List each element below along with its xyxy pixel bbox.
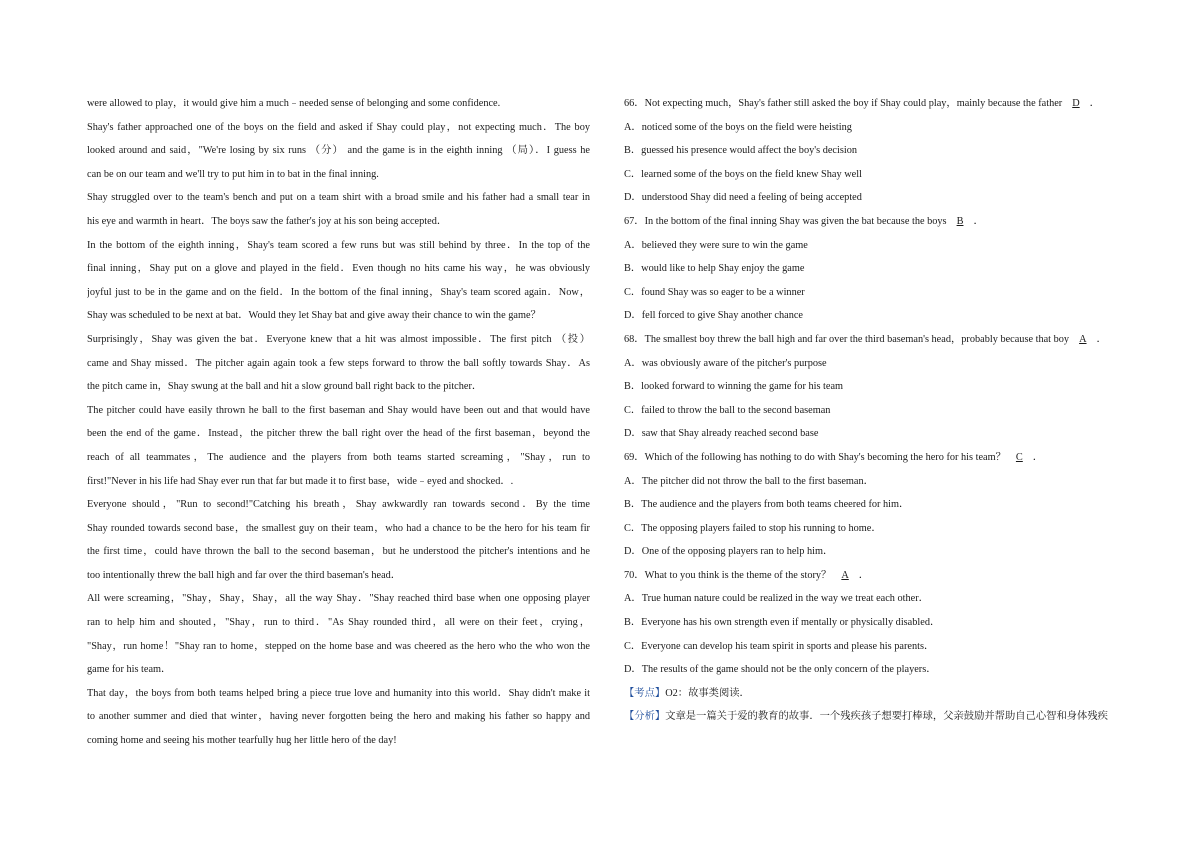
question-stem: [624, 328, 1130, 352]
passage-line: Shay was scheduled to be next at bat．Would they let Shay bat and give away their chance to win the game？: [87, 310, 541, 322]
answer-blank: D: [1072, 98, 1080, 109]
answer-option: D．The results of the game should not be the only concern of the players．: [624, 664, 937, 676]
questions-column: [624, 92, 1130, 729]
passage-line: can be on our team and we'll try to put him in to bat in the final inning.: [87, 168, 379, 180]
question-stem: [624, 564, 1130, 588]
passage-line: final inning，Shay put on a glove and played in the field．Even though no hits came his way，he was obviously: [87, 263, 590, 275]
answer-option: C．failed to throw the ball to the second baseman: [624, 404, 831, 416]
answer-option: C．The opposing players failed to stop his running to home．: [624, 522, 882, 534]
answer-option: B．Everyone has his own strength even if mentally or physically disabled．: [624, 617, 941, 629]
passage-line: came and Shay missed．The pitcher again again took a few steps forward to throw the ball softly towards Shay．As: [87, 357, 590, 369]
answer-option: B．The audience and the players from both teams cheered for him．: [624, 499, 910, 511]
answer-option: A．noticed some of the boys on the field were heisting: [624, 121, 852, 133]
passage-line: The pitcher could have easily thrown he ball to the first baseman and Shay would have been out and that would have: [87, 404, 590, 416]
answer-option: A．True human nature could be realized in the way we treat each other．: [624, 593, 929, 605]
answer-option: A．believed they were sure to win the game: [624, 239, 808, 251]
answer-option: A．was obviously aware of the pitcher's purpose: [624, 357, 827, 369]
question-end: ．: [1089, 98, 1100, 109]
question-text: 67．In the bottom of the final inning Shay was given the bat because the boys: [624, 215, 947, 227]
passage-line: looked around and said，"We're losing by six runs （分） and the game is in the eighth inning （局）．I guess he: [87, 145, 590, 157]
question-stem: [624, 446, 1130, 470]
passage-column: [87, 92, 590, 753]
kaodian-label: 【考点】: [624, 687, 666, 699]
question-end: ．: [1096, 333, 1107, 345]
passage-line: In the bottom of the eighth inning，Shay's team scored a few runs but was still behind by three．In the top of the: [87, 239, 590, 251]
answer-option: C．learned some of the boys on the field knew Shay well: [624, 168, 862, 180]
passage-line: All were screaming，"Shay，Shay，Shay，all the way Shay．"Shay reached third base when one opposing player: [87, 593, 590, 605]
kaodian-line: [624, 682, 1130, 706]
answer-option: D．understood Shay did need a feeling of being accepted: [624, 192, 862, 204]
answer-option: D．One of the opposing players ran to help him．: [624, 546, 834, 558]
passage-line: Shay rounded towards second base，the smallest guy on their team，who had a chance to be the hero for his team fir: [87, 522, 590, 534]
answer-option: D．fell forced to give Shay another chance: [624, 310, 803, 322]
kaodian-text: O2：故事类阅读．: [665, 687, 750, 699]
question-end: ．: [858, 569, 870, 581]
answer-option: C．found Shay was so eager to be a winner: [624, 286, 805, 298]
passage-line: first!"Never in his life had Shay ever run that far but made it to first base，wide﹣eyed and shocked．.: [87, 475, 514, 487]
answer-blank: A: [1079, 333, 1087, 345]
passage-line: been the end of the game．Instead，the pitcher threw the ball right over the head of the first baseman，beyond the: [87, 428, 590, 440]
question-text: 69．Which of the following has nothing to do with Shay's becoming the hero for his team？: [624, 451, 1006, 463]
passage-line: Everyone should，"Run to second!"Catching his breath，Shay awkwardly ran towards second．By the time: [87, 499, 590, 511]
answer-blank: C: [1015, 451, 1023, 463]
passage-line: Surprisingly，Shay was given the bat．Everyone knew that a hit was almost impossible．The first pitch （投）: [87, 333, 590, 345]
question-text: 66．Not expecting much，Shay's father still asked the boy if Shay could play，mainly because the father: [624, 98, 1063, 109]
passage-line: coming home and seeing his mother tearfully hug her little hero of the day!: [87, 735, 397, 747]
answer-option: A．The pitcher did not throw the ball to the first baseman．: [624, 475, 874, 487]
question-stem: [624, 92, 1130, 116]
answer-option: B．guessed his presence would affect the boy's decision: [624, 145, 858, 157]
passage-line: too intentionally threw the ball high and far over the third baseman's head．: [87, 569, 402, 581]
passage-line: That day，the boys from both teams helped bring a piece true love and humanity into this world．Shay didn't make it: [87, 687, 590, 699]
question-text: 68．The smallest boy threw the ball high and far over the third baseman's head，probably because that boy: [624, 333, 1070, 345]
passage-line: the pitch came in，Shay swung at the ball and hit a slow ground ball right back to the pitcher．: [87, 381, 483, 393]
answer-option: B．looked forward to winning the game for his team: [624, 381, 844, 393]
passage-line: game for his team．: [87, 664, 172, 676]
passage-line: Shay struggled over to the team's bench and put on a team shirt with a broad smile and his father had a small tear in: [87, 192, 590, 204]
passage-line: Shay's father approached one of the boys on the field and asked if Shay could play，not expecting much．The boy: [87, 121, 590, 133]
fenxi-text: 文章是一篇关于爱的教育的故事．一个残疾孩子想要打棒球，父亲鼓励并帮助自己心智和身体残疾: [665, 711, 1108, 723]
fenxi-line: [624, 705, 1130, 729]
passage-line: "Shay，run home！"Shay ran to home，stepped on the home base and was cheered as the hero who the who won the: [87, 640, 590, 652]
answer-blank: B: [956, 215, 964, 227]
question-end: ．: [973, 215, 984, 227]
fenxi-label: 【分析】: [624, 711, 666, 723]
answer-option: B．would like to help Shay enjoy the game: [624, 263, 805, 275]
passage-line: to another summer and died that winter，having never forgotten being the hero and making his father so happy and: [87, 711, 590, 723]
answer-blank: A: [841, 569, 849, 581]
passage-line: reach of all teammates，The audience and the players from both teams started screaming，"Shay，run to: [87, 451, 590, 463]
question-stem: [624, 210, 1130, 234]
passage-line: the first time，could have thrown the ball to the second baseman，but he understood the pitcher's intentions and he: [87, 546, 590, 558]
passage-line: his eye and warmth in heart．The boys saw the father's joy at his son being accepted．: [87, 215, 448, 227]
answer-option: C．Everyone can develop his team spirit in sports and please his parents．: [624, 640, 935, 652]
passage-line: were allowed to play，it would give him a much﹣needed sense of belonging and some confidence.: [87, 98, 501, 109]
question-end: ．: [1032, 451, 1044, 463]
answer-option: D．saw that Shay already reached second base: [624, 428, 819, 440]
passage-line: joyful just to be in the game and on the field．In the bottom of the final inning，Shay's team scored again．Now，: [87, 286, 590, 298]
passage-line: ran to help him and shouted，"Shay，run to third．"As Shay rounded third，all were on their feet，crying，: [87, 617, 590, 629]
question-text: 70．What to you think is the theme of the story？: [624, 569, 832, 581]
